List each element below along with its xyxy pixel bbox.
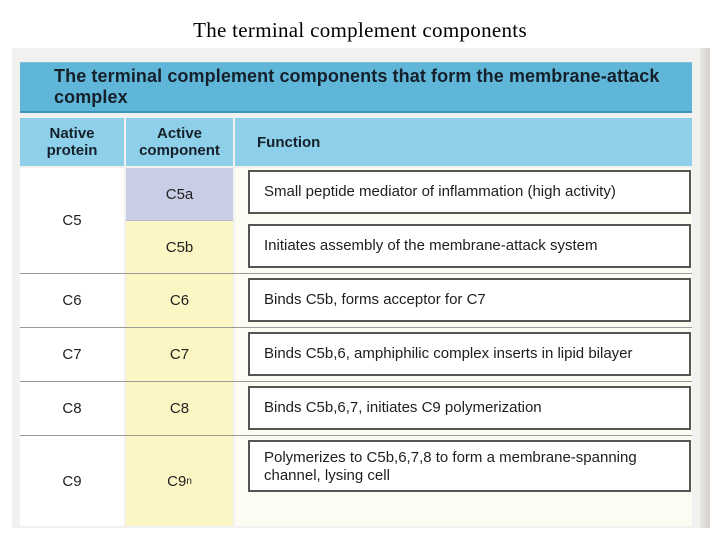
header-active-component: Active component bbox=[126, 118, 233, 166]
function-cell-c5a: Small peptide mediator of inflammation (high activity) bbox=[248, 170, 691, 214]
active-cell-c5a: C5a bbox=[165, 185, 194, 203]
active-cell-c5b: C5b bbox=[165, 238, 194, 256]
active-cell-c8: C8 bbox=[169, 400, 190, 417]
active-cell-c9n bbox=[126, 436, 233, 526]
native-cell-c5: C5 bbox=[62, 212, 82, 229]
function-cell-c9n: Polymerizes to C5b,6,7,8 to form a membrane-spanning channel, lysing cell bbox=[248, 440, 691, 492]
function-cell-c7: Binds C5b,6, amphiphilic complex inserts in lipid bilayer bbox=[248, 332, 691, 376]
slide-title: The terminal complement components bbox=[193, 18, 527, 42]
active-cell-c9n-subscript: n bbox=[186, 475, 192, 487]
header-native-protein: Native protein bbox=[20, 118, 124, 166]
function-cell-c5b: Initiates assembly of the membrane-attack system bbox=[248, 224, 691, 268]
scanned-table-image bbox=[12, 48, 710, 528]
complement-table bbox=[20, 118, 692, 526]
header-function: Function bbox=[235, 118, 692, 166]
native-cell-c9: C9 bbox=[62, 472, 82, 490]
native-cell-c7: C7 bbox=[62, 346, 82, 363]
table-banner-text: The terminal complement components that form the membrane-attack complex bbox=[54, 66, 660, 107]
active-cell-c6: C6 bbox=[169, 292, 190, 309]
native-cell-c6: C6 bbox=[62, 292, 82, 309]
function-cell-c6: Binds C5b, forms acceptor for C7 bbox=[248, 278, 691, 322]
active-cell-c9n-base: C9 bbox=[167, 472, 187, 490]
function-cell-c8: Binds C5b,6,7, initiates C9 polymerization bbox=[248, 386, 691, 430]
active-cell-c7: C7 bbox=[169, 346, 190, 363]
table-banner bbox=[20, 62, 692, 113]
native-cell-c8: C8 bbox=[62, 400, 82, 417]
page-edge-shadow bbox=[700, 48, 710, 528]
